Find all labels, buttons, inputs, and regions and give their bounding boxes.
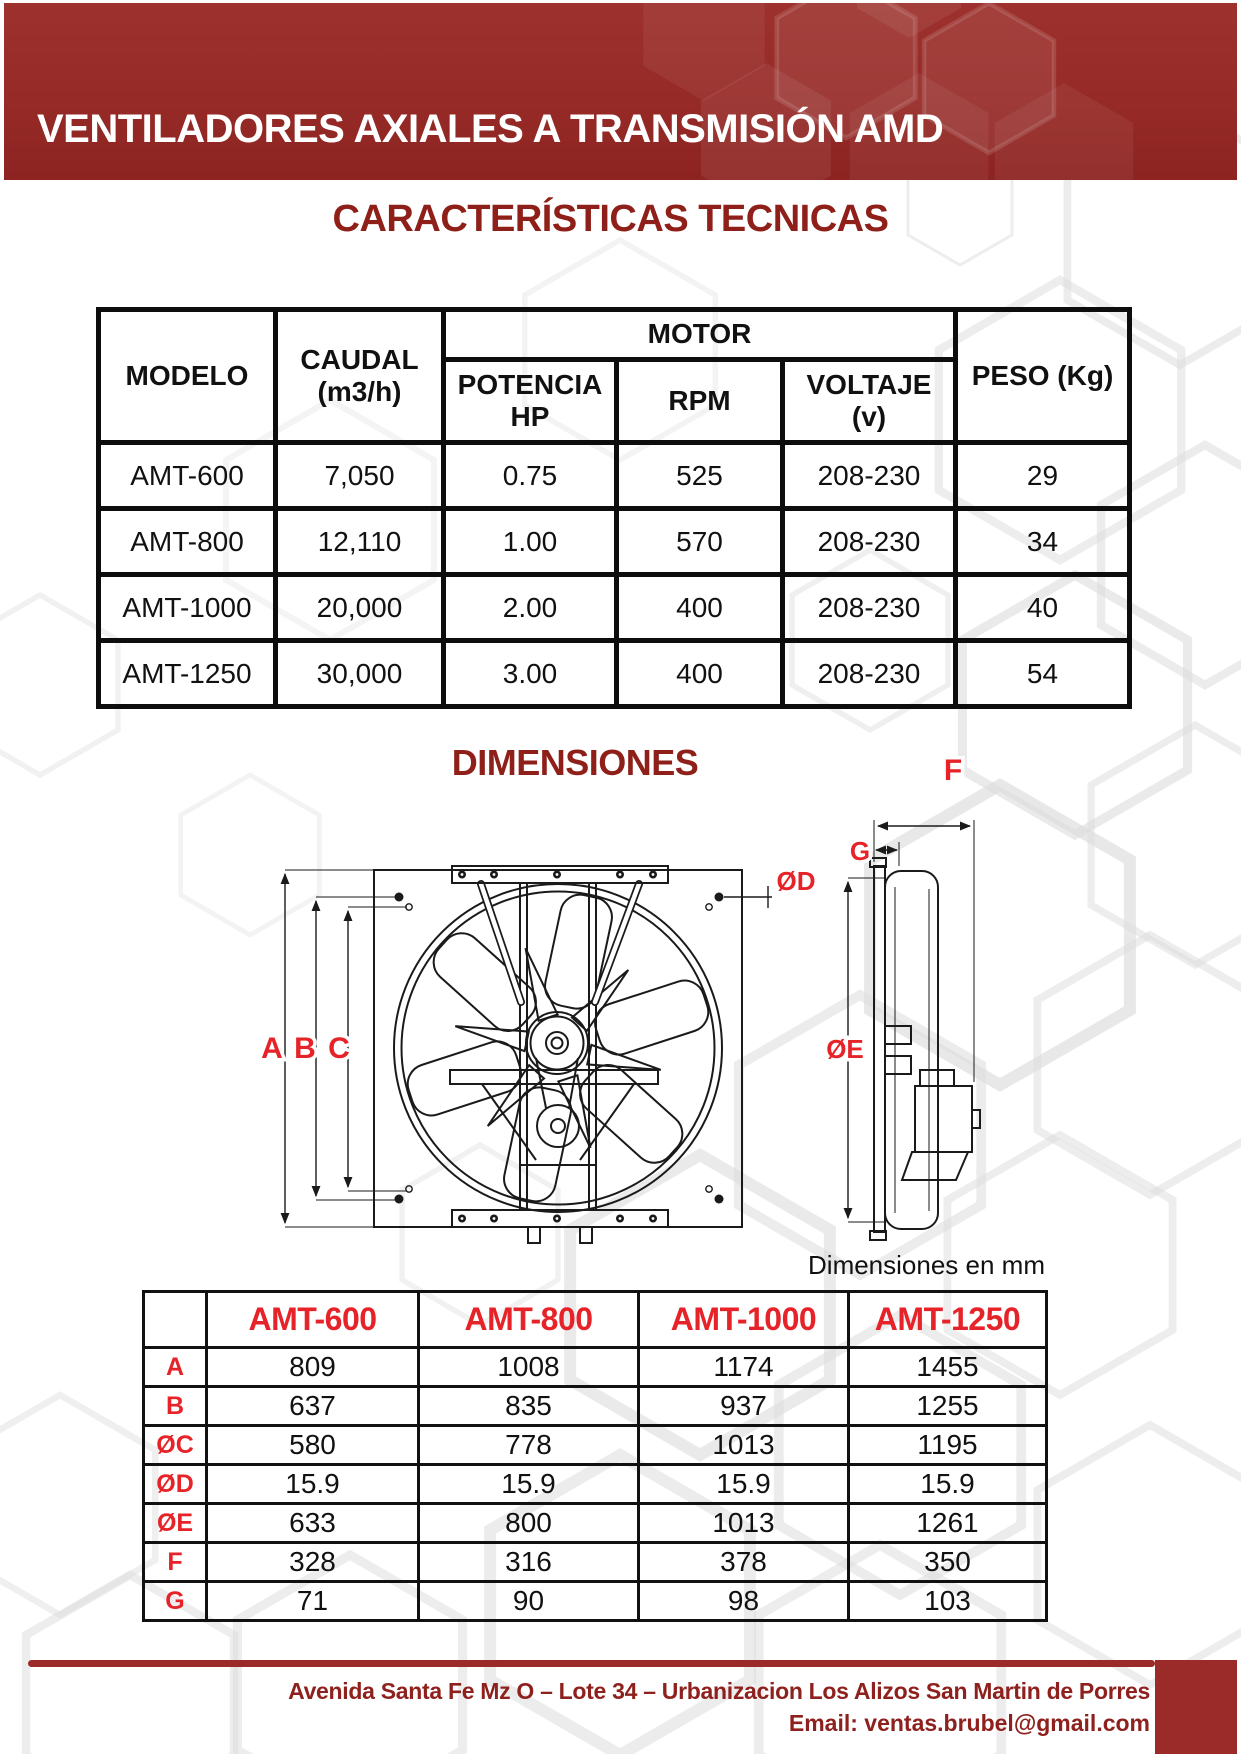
spec-cell-voltaje: 208-230: [783, 575, 956, 641]
banner-hexagon-pattern: [4, 3, 1237, 180]
fan-side-view: [826, 754, 980, 1240]
spec-table: [96, 307, 1132, 709]
spec-header-voltaje: VOLTAJE (v): [783, 360, 956, 443]
mounting-plate: [450, 1070, 658, 1084]
spec-cell-caudal: 7,050: [276, 443, 444, 509]
dim-header-col: AMT-1000: [639, 1292, 849, 1348]
dim-cell: 800: [419, 1504, 639, 1543]
spec-cell-peso: 54: [956, 641, 1130, 707]
page-title: VENTILADORES AXIALES A TRANSMISIÓN AMD: [37, 107, 944, 151]
dim-row-label: F: [144, 1543, 207, 1582]
dim-cell: 316: [419, 1543, 639, 1582]
dim-header-row: [144, 1292, 1047, 1348]
dim-row: [144, 1465, 1047, 1504]
dimensions-table: [142, 1290, 1048, 1622]
dim-cell: 633: [207, 1504, 419, 1543]
spec-cell-voltaje: 208-230: [783, 641, 956, 707]
spec-row: [99, 575, 1130, 641]
spec-cell-potencia: 2.00: [444, 575, 617, 641]
side-panel: [874, 866, 885, 1232]
dim-cell: 1008: [419, 1348, 639, 1387]
spec-cell-modelo: AMT-600: [99, 443, 276, 509]
dim-cell: 809: [207, 1348, 419, 1387]
dim-header-col: AMT-800: [419, 1292, 639, 1348]
dim-row: [144, 1426, 1047, 1465]
spec-cell-caudal: 30,000: [276, 641, 444, 707]
spec-cell-rpm: 400: [617, 641, 783, 707]
side-motor: [902, 1070, 980, 1180]
dim-row: [144, 1582, 1047, 1621]
dim-row-label: A: [144, 1348, 207, 1387]
dim-row: [144, 1543, 1047, 1582]
dim-cell: 15.9: [207, 1465, 419, 1504]
spec-cell-modelo: AMT-1000: [99, 575, 276, 641]
spec-cell-potencia: 3.00: [444, 641, 617, 707]
spec-cell-potencia: 1.00: [444, 509, 617, 575]
spec-cell-rpm: 525: [617, 443, 783, 509]
dim-row: [144, 1387, 1047, 1426]
spec-cell-peso: 34: [956, 509, 1130, 575]
dim-label-od: ØD: [776, 866, 816, 896]
spec-cell-voltaje: 208-230: [783, 509, 956, 575]
dim-cell: 328: [207, 1543, 419, 1582]
dim-header-col: AMT-600: [207, 1292, 419, 1348]
footer-accent-block: [1155, 1660, 1237, 1754]
spec-cell-modelo: AMT-1250: [99, 641, 276, 707]
dim-label-b: B: [294, 1032, 316, 1065]
spec-cell-potencia: 0.75: [444, 443, 617, 509]
footer-address: Avenida Santa Fe Mz O – Lote 34 – Urbanizacion Los Alizos San Martin de Porres: [288, 1678, 1150, 1704]
dim-label-c: C: [328, 1032, 350, 1065]
dim-cell: 580: [207, 1426, 419, 1465]
units-note: Dimensiones en mm: [808, 1250, 1045, 1280]
spec-cell-voltaje: 208-230: [783, 443, 956, 509]
footer-email: Email: ventas.brubel@gmail.com: [788, 1710, 1150, 1736]
dim-header-corner: [144, 1292, 207, 1348]
footer-rule: [28, 1660, 1155, 1667]
section-heading-dimensiones: DIMENSIONES: [451, 742, 699, 783]
spec-cell-peso: 40: [956, 575, 1130, 641]
dim-cell: 15.9: [849, 1465, 1047, 1504]
spec-cell-modelo: AMT-800: [99, 509, 276, 575]
dim-row-label: ØC: [144, 1426, 207, 1465]
header-banner: [4, 3, 1237, 180]
side-brackets: [885, 1026, 911, 1074]
spec-cell-peso: 29: [956, 443, 1130, 509]
dim-cell: 637: [207, 1387, 419, 1426]
dim-cell: 15.9: [639, 1465, 849, 1504]
fan-technical-drawing: [0, 690, 1241, 1250]
spec-row: [99, 443, 1130, 509]
dim-row: [144, 1504, 1047, 1543]
spec-cell-caudal: 20,000: [276, 575, 444, 641]
dim-cell: 103: [849, 1582, 1047, 1621]
dim-cell: 1013: [639, 1504, 849, 1543]
spec-header-rpm: RPM: [617, 360, 783, 443]
motor-pulley: [537, 1105, 579, 1147]
spec-header-modelo: MODELO: [99, 310, 276, 443]
dim-label-f: F: [943, 754, 963, 787]
dim-row: [144, 1348, 1047, 1387]
spec-header-row-motor: [99, 310, 1130, 360]
spec-cell-caudal: 12,110: [276, 509, 444, 575]
dim-cell: 1261: [849, 1504, 1047, 1543]
spec-header-motor: MOTOR: [444, 310, 956, 360]
dim-row-label: ØD: [144, 1465, 207, 1504]
dim-cell: 71: [207, 1582, 419, 1621]
spec-cell-rpm: 400: [617, 575, 783, 641]
dim-header-col: AMT-1250: [849, 1292, 1047, 1348]
dim-row-label: B: [144, 1387, 207, 1426]
dim-cell: 15.9: [419, 1465, 639, 1504]
dim-cell: 98: [639, 1582, 849, 1621]
dimension-g: [876, 842, 899, 866]
spec-row: [99, 509, 1130, 575]
dimension-od: [724, 886, 772, 908]
dim-cell: 1255: [849, 1387, 1047, 1426]
dim-cell: 90: [419, 1582, 639, 1621]
dim-label-oe: ØE: [826, 1034, 864, 1064]
spec-header-potencia: POTENCIA HP: [444, 360, 617, 443]
dim-cell: 835: [419, 1387, 639, 1426]
dimension-f: [874, 820, 974, 1082]
spec-cell-rpm: 570: [617, 509, 783, 575]
side-bell-housing: [885, 871, 938, 1229]
dim-row-label: G: [144, 1582, 207, 1621]
dim-cell: 937: [639, 1387, 849, 1426]
section-heading-tech: CARACTERÍSTICAS TECNICAS: [332, 198, 889, 240]
dim-cell: 1455: [849, 1348, 1047, 1387]
dim-row-label: ØE: [144, 1504, 207, 1543]
fan-front-view: [261, 866, 815, 1243]
spec-header-caudal: CAUDAL (m3/h): [276, 310, 444, 443]
dim-label-g: G: [849, 836, 871, 866]
spec-header-peso: PESO (Kg): [956, 310, 1130, 443]
dim-cell: 778: [419, 1426, 639, 1465]
dim-cell: 1195: [849, 1426, 1047, 1465]
dim-cell: 378: [639, 1543, 849, 1582]
dim-label-a: A: [261, 1032, 283, 1065]
dim-cell: 350: [849, 1543, 1047, 1582]
dim-cell: 1174: [639, 1348, 849, 1387]
dim-cell: 1013: [639, 1426, 849, 1465]
